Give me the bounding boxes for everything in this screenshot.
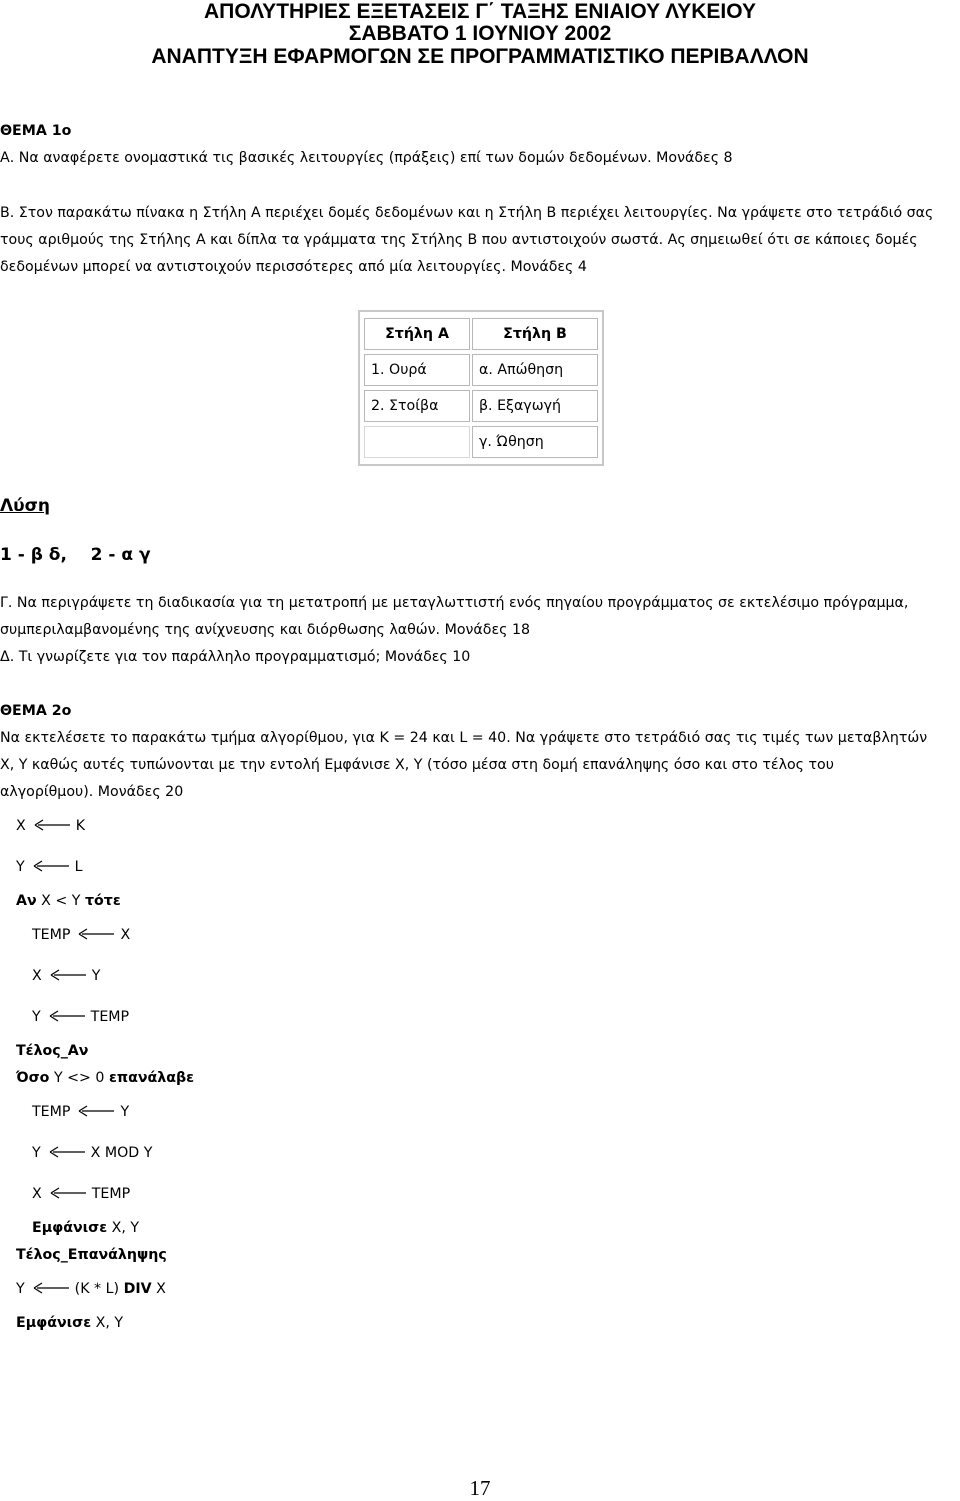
assignment-value: TEMP xyxy=(90,1009,130,1025)
empty-cell xyxy=(364,426,470,458)
div-keyword: DIV xyxy=(123,1281,152,1297)
theme2-line2: X, Y καθώς αυτές τυπώνονται με την εντολή Εμφάνισε X, Y (τόσο μέσα στη δομή επανάληψης όσο και στο τέλος του xyxy=(0,757,834,773)
assign-arrow-icon xyxy=(78,1104,114,1118)
assignment-line xyxy=(32,926,130,944)
exam-date: ΣΑΒΒΑΤΟ 1 ΙΟΥΝΙΟΥ 2002 xyxy=(348,22,612,45)
assignment-target: X xyxy=(32,1186,42,1202)
page-number: 17 xyxy=(469,1476,491,1500)
theme2-title: ΘΕΜΑ 2ο xyxy=(0,703,72,719)
assign-arrow-icon xyxy=(50,968,86,982)
if-line xyxy=(16,892,121,910)
assignment-value: K xyxy=(75,818,86,834)
column-b-item: β. Εξαγωγή xyxy=(472,390,598,422)
assignment-target: Y xyxy=(32,1009,41,1025)
solution-text: 1 - β δ, 2 - α γ xyxy=(0,545,151,565)
print-keyword: Εμφάνισε xyxy=(16,1315,92,1331)
repeat-keyword: επανάλαβε xyxy=(108,1070,195,1086)
question-b-line2: τους αριθμούς της Στήλης Α και δίπλα τα γράμματα της Στήλης Β που αντιστοιχούν σωστά. Ας σημειωθεί ότι σε κάποιες δομές xyxy=(0,232,918,248)
print-line xyxy=(32,1219,139,1237)
print-args: X, Y xyxy=(91,1315,124,1331)
assignment-line xyxy=(32,1144,152,1162)
while-condition: Y <> 0 xyxy=(49,1070,109,1086)
assignment-target: X xyxy=(16,818,26,834)
print-line xyxy=(16,1314,123,1332)
assignment-target: TEMP xyxy=(32,927,71,943)
theme2-line3: αλγορίθμου). Μονάδες 20 xyxy=(0,784,184,800)
assignment-line xyxy=(16,817,85,835)
assignment-value: (K * L) xyxy=(74,1281,124,1297)
while-keyword: Όσο xyxy=(16,1070,50,1086)
assignment-target: Y xyxy=(32,1145,41,1161)
endif-keyword: Τέλος_Αν xyxy=(16,1043,89,1059)
assign-arrow-icon xyxy=(33,859,69,873)
assign-arrow-icon xyxy=(50,1186,86,1200)
assignment-value: X xyxy=(120,927,131,943)
assignment-value: Y xyxy=(120,1104,130,1120)
assign-arrow-icon xyxy=(49,1145,85,1159)
column-a-item: 1. Ουρά xyxy=(364,354,470,386)
if-condition: X < Y xyxy=(36,893,85,909)
assignment-value: L xyxy=(74,859,83,875)
question-d: Δ. Τι γνωρίζετε για τον παράλληλο προγραμματισμό; Μονάδες 10 xyxy=(0,649,471,665)
while-line xyxy=(16,1069,194,1087)
assignment-value: X MOD Y xyxy=(90,1145,153,1161)
assignment-target: Y xyxy=(16,859,25,875)
question-b-line1: Β. Στον παρακάτω πίνακα η Στήλη Α περιέχει δομές δεδομένων και η Στήλη Β περιέχει λειτουργίες. Να γράψετε στο τετράδιό σας xyxy=(0,205,934,221)
assignment-line xyxy=(32,1103,129,1121)
exam-title: ΑΠΟΛΥΤΗΡΙΕΣ ΕΞΕΤΑΣΕΙΣ Γ΄ ΤΑΞΗΣ ΕΝΙΑΙΟΥ ΛΥΚΕΙΟΥ xyxy=(203,0,757,23)
theme2-line1: Να εκτελέσετε το παρακάτω τμήμα αλγορίθμου, για K = 24 και L = 40. Να γράψετε στο τετράδιό σας τις τιμές των μεταβλητών xyxy=(0,730,928,746)
column-b-item: α. Απώθηση xyxy=(472,354,598,386)
assignment-target: Y xyxy=(16,1281,25,1297)
column-b-header: Στήλη Β xyxy=(472,318,598,350)
column-a-item: 2. Στοίβα xyxy=(364,390,470,422)
print-keyword: Εμφάνισε xyxy=(32,1220,108,1236)
assignment-value: Y xyxy=(91,968,101,984)
assignment-target: X xyxy=(32,968,42,984)
question-a: Α. Να αναφέρετε ονομαστικά τις βασικές λειτουργίες (πράξεις) επί των δομών δεδομένων. Μονάδες 8 xyxy=(0,150,733,166)
matching-table xyxy=(358,310,604,466)
column-a-header: Στήλη Α xyxy=(364,318,470,350)
then-keyword: τότε xyxy=(84,893,121,909)
endwhile-keyword: Τέλος_Επανάληψης xyxy=(16,1247,167,1263)
if-keyword: Αν xyxy=(16,893,37,909)
column-b-item: γ. Ώθηση xyxy=(472,426,598,458)
question-c-line2: συμπεριλαμβανομένης της ανίχνευσης και διόρθωσης λαθών. Μονάδες 18 xyxy=(0,622,531,638)
solution-title: Λύση xyxy=(0,496,50,516)
assign-arrow-icon xyxy=(34,818,70,832)
exam-subject: ΑΝΑΠΤΥΞΗ ΕΦΑΡΜΟΓΩΝ ΣΕ ΠΡΟΓΡΑΜΜΑΤΙΣΤΙΚΟ ΠΕΡΙΒΑΛΛΟΝ xyxy=(151,45,809,68)
question-b-line3: δεδομένων μπορεί να αντιστοιχούν περισσότερες από μία λειτουργίες. Μονάδες 4 xyxy=(0,259,587,275)
assign-arrow-icon xyxy=(78,927,114,941)
assignment-target: TEMP xyxy=(32,1104,71,1120)
assignment-line xyxy=(32,1008,129,1026)
print-args: X, Y xyxy=(107,1220,140,1236)
assignment-line xyxy=(16,858,83,876)
theme1-title: ΘΕΜΑ 1ο xyxy=(0,123,72,139)
assign-arrow-icon xyxy=(49,1009,85,1023)
assignment-line xyxy=(16,1280,166,1298)
assignment-value-tail: X xyxy=(151,1281,166,1297)
question-c-line1: Γ. Να περιγράψετε τη διαδικασία για τη μετατροπή με μεταγλωττιστή ενός πηγαίου προγράμματος σε εκτελέσιμο πρόγραμμα, xyxy=(0,595,909,611)
assignment-value: TEMP xyxy=(91,1186,131,1202)
assignment-line xyxy=(32,1185,130,1203)
assignment-line xyxy=(32,967,100,985)
assign-arrow-icon xyxy=(33,1281,69,1295)
